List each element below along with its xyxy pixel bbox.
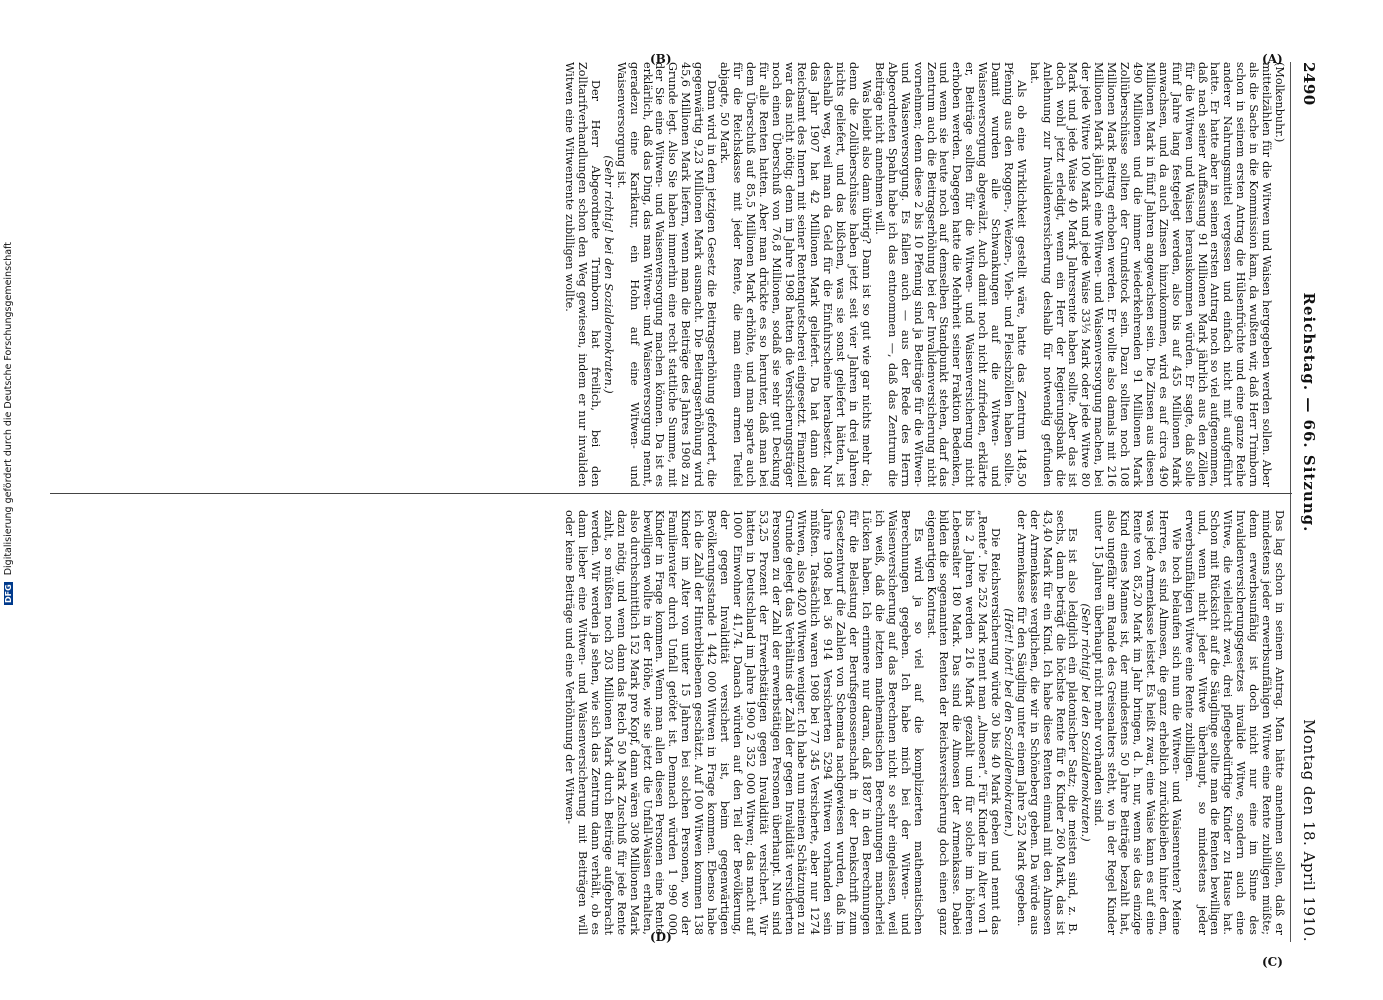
margin-marker-c: (C) (1262, 955, 1283, 969)
paragraph: Als ob eine Wirklichkeit gestellt wäre, hatte das Zentrum 148,50 Pfennig aus den Roggen-, Weizen-, Vieh- und Fleischzöllen haben sollte. Damit wurden alle Schwankungen auf die Witwen- und Waisenversorgung abgewälzt. Auch damit noch nicht zufrieden, erklärte er, Beiträge sollten für die Witwen- und Waisenversicherung nicht erhoben werden. Dagegen hatte die Mehrheit seiner Fraktion Bedenken, und wenn sie heute noch auf demselben Standpunkt stehen, darf das Zentrum auch die Beitragserhöhung bei der Invalidenversicherung nicht vornehmen; denn diese 2 bis 10 Pfennig sind ja Beiträge für die Witwen- und Waisenversorgung. Es fallen auch — aus der Rede des Herrn Abgeordneten Spahn habe ich das entnommen —, daß das Zentrum die Beiträge nicht annehmen will. (872, 62, 1028, 487)
paragraph: Das lag schon in seinem Antrag. Man hätte annehmen sollen, daß er mindestens jeder erwerbsunfähigen Witwe eine Rente zubilligen müßte; denn erwerbsunfähig ist doch nicht nur eine im Sinne des Invalidenversicherungsgesetzes invalide Witwe, sondern auch eine Witwe, die vielleicht zwei, drei pflegebedürftige Kinder zu Hause hat. Schon mit Rücksicht auf die Säuglinge sollte man die Renten bewilligen und, wenn nicht jeder Witwe überhaupt, so mindestens jeder erwerbsunfähigen Witwe eine Rente zubilligen. (1182, 510, 1286, 935)
paragraph: Es ist also lediglich ein platonischer Satz; die meisten sind, z. B. sechs, dann beträgt die höchste Rente für 6 Kinder 260 Mark, das ist 43,40 Mark für ein Kind. Ich habe diese Renten einmal mit den Almosen der Armenkasse verglichen, die wir in Schöneberg geben. Da würde aus der Armenkasse für den Säugling unter einem Jahre 252 Mark gegeben. (1014, 510, 1080, 935)
session-date: Montag den 18. April 1910. (1300, 719, 1318, 942)
margin-marker-d: (D) (650, 930, 672, 944)
interjection: (Sehr richtig! bei den Sozialdemokraten.) (1079, 603, 1093, 842)
paragraph: mitteilzählen für die Witwen und Waisen hergegeben werden sollen. Aber als die Sache in die Kommission kam, da wußten wir, daß Herr Trimborn schon in seinem ersten Antrag die Hülsenfrüchte und eine ganze Reihe anderer Nahrungsmittel vergessen und einfach nicht mit aufgeführt hatte. Er hatte aber in seinen ersten Antrag noch so viel aufgenommen, daß nach seiner Auffassung 91 Millionen Mark jährlich aus den Zöllen für die Witwen und Waisen herauskommen würden. Er sagte, daß solle fünf Jahre lang festgelegt werden, also bis auf 455 Millionen Mark anwachsen, und da auch Zinsen hinzukommen, wird es auf circa 490 Millionen Mark in fünf Jahren angewachsen sein. Die Zinsen aus diesen 490 Millionen und die immer wiederkehrenden 91 Millionen Mark Zollüberschüsse sollten der Grundstock sein. Dazu sollten noch 108 Millionen Mark Beitrag erhoben werden. Er wollte also damals mit 216 Millionen Mark jährlich eine Witwen- und Waisenversorgung machen, bei der jede Witwe 100 Mark und jede Waise 33⅓ Mark oder jede Witwe 80 Mark und jede Waise 40 Mark Jahresrente haben sollte. Aber das ist doch wohl jetzt erledigt, wenn ein Herr der Regierungsbank die Anlehnung zur Invalidenversicherung deshalb für notwendig gefunden hat. (1027, 62, 1274, 487)
interjection: (Hört! hört! bei den Sozialdemokraten.) (1001, 608, 1015, 837)
paragraph: Wie hoch belaufen sich nun die Witwen- und Waisenrenten? Meine Herren, es sind Almosen, die ganz erheblich zurückbleiben hinter dem, was jede Armenkasse leistet. Es heißt zwar, eine Waise kann es auf eine Rente von 85,20 Mark im Jahr bringen, d. h. nur, wenn sie das einzige Kind eines Mannes ist, der mindestens 50 Jahre Beiträge bezahlt hat, also ungefähr am Rande des Greisenalters steht, wo in der Regel Kinder unter 15 Jahren überhaupt nicht mehr vorhanden sind. (1092, 510, 1183, 935)
page-header (1296, 62, 1322, 942)
margin-marker-b: (B) (650, 52, 672, 66)
paragraph: Die Reichsversicherung würde 30 bis 40 Mark geben und nennt das „Rente“. Die 252 Mark nennt man „Almosen“. Für Kinder im Alter von 1 bis 2 Jahren werden 216 Mark gezahlt und für solche im höheren Lebensalter 180 Mark. Das sind die Almosen der Armenkasse. Dabei bilden die sogenannten Renten der Reichsversicherung doch einen ganz eigenartigen Kontrast. (924, 510, 1003, 935)
header-rule (1290, 62, 1291, 942)
interjection: (Sehr richtig! bei den Sozialdemokraten.) (601, 155, 615, 394)
paragraph: Dann wird in dem jetzigen Gesetz die Beitragserhöhung gefordert, die gegenwärtig 9,23 Millionen Mark ausmacht. Die Beitragserhöhung wird 45,6 Millionen Mark liefern, wenn man die Beiträge des Jahres 1908 zu Grunde legt. Also Sie haben immerhin eine recht stattliche Summe, mit der Sie eine Witwen- und Waisenversorgung machen können. Da ist es erklärlich, daß das Ding, das man Witwen- und Waisenversorgung nennt, geradezu eine Karikatur, ein Hohn auf eine Witwen- und Waisenversorgung ist. (614, 62, 719, 487)
speaker-name: (Molkenbuhr.) (1273, 62, 1286, 143)
dfg-logo: DFG (4, 584, 13, 603)
paragraph: Es wird ja so viel auf die komplizierten mathematischen Berechnungen gegeben. Ich habe mich bei der Witwen- und Waisenversicherung auf das Berechnen nicht so sehr eingelassen, weil ich weiß, daß die letzten mathematischen Berechnungen mancherlei Lücken haben. Ich erinnere nur daran, daß 1887 in den Berechnungen für die Belastung der Berufsgenossenschaft in der Denkschrift zum Gesetzentwurf die Zahlen von Schemata nachgewiesen wurden, daß im Jahre 1908 bei 36 914 Versicherten 5294 Witwen vorhanden sein müßten. Tatsächlich waren 1908 bei 77 345 Versicherte, aber nur 1274 Witwen, also 4020 Witwen weniger. Ich habe nun meinen Schätzungen zu Grunde gelegt das Verhältnis der Zahl der gegen Invalidität versicherten Personen zu der Zahl der erwerbstätigen Personen überhaupt. Nun sind 53,25 Prozent der Erwerbstätigen gegen Invalidität versichert. Wir hatten in Deutschland im Jahre 1900 2 352 000 Witwen; das macht auf 1000 Einwohner 41,74. Danach würden auf den Teil der Bevölkerung, der gegen Invalidität versichert ist, beim gegenwärtigen Bevölkerungsstande 1 442 000 Witwen in Frage kommen. Ebenso habe ich die Zahl der Hinterbliebenen geschätzt. Auf 100 Witwen kommen 138 Kinder im Alter von unter 15 Jahren bei solchen Personen, wo der Familienvater durch Unfall getötet ist. Demnach würden 1 990 000 Kinder in Frage kommen. Wenn man allen diesen Personen eine Rente bewilligen wollte in der Höhe, wie sie jetzt die Unfall-Waisen erhalten, also durchschnittlich 152 Mark pro Kopf, dann wären 308 Millionen Mark dazu nötig, und wenn dann das Reich 50 Mark Zuschuß für jede Rente zahlt, so müßten noch 203 Millionen Mark durch Beiträge aufgebracht werden. Wir werden ja sehen, wie sich das Zentrum dann verhält, ob es dann lieber eine Witwen- und Waisenversicherung mit Beiträgen will oder keine Beiträge und eine Verhöhnung der Witwen- (563, 510, 925, 935)
text-column-left (55, 62, 1285, 487)
digitization-footer (3, 215, 17, 605)
footer-text: Digitalisierung gefördert durch die Deutsche Forschungsgemeinschaft (3, 241, 14, 576)
paragraph: Was bleibt also dann übrig? Dann ist so gut wie gar nichts mehr da; denn die Zollüberschüsse haben jetzt seit vier Jahren in drei Jahren nichts geliefert, und das bißchen, was sie sonst geliefert hätten, ist deshalb weg, weil man da Geld für die Einfuhrscheine herabsetzt. Nur das Jahr 1907 hat 42 Millionen Mark geliefert. Da hat dann das Reichsamt des Innern mit seiner Rentenquetscherei eingesetzt. Finanziell war das nicht nötig; denn im Jahre 1908 hatten die Versicherungsträger noch einen Überschuß von 76,8 Millionen, sodaß sie sehr gut Deckung für alle Renten hatten. Aber man drückte es so herunter, daß man bei dem Überschuß auf 85,5 Millionen Mark erhöhte, und man sparte auch für die Reichskasse mit jeder Rente, die man einem armen Teufel abjagte, 50 Mark. (718, 62, 873, 487)
page-number: 2490 (1300, 62, 1318, 106)
column-divider (50, 493, 1292, 494)
text-column-right (55, 510, 1285, 935)
page-title: Reichstag. — 66. Sitzung. (1300, 292, 1318, 533)
margin-marker-a: (A) (1262, 52, 1283, 66)
paragraph: Der Herr Abgeordnete Trimborn hat freilich, bei den Zolltarifverhandlungen schon den Weg gewiesen, indem er nur invaliden Witwen eine Witwenrente zubilligen wollte. (563, 62, 602, 487)
